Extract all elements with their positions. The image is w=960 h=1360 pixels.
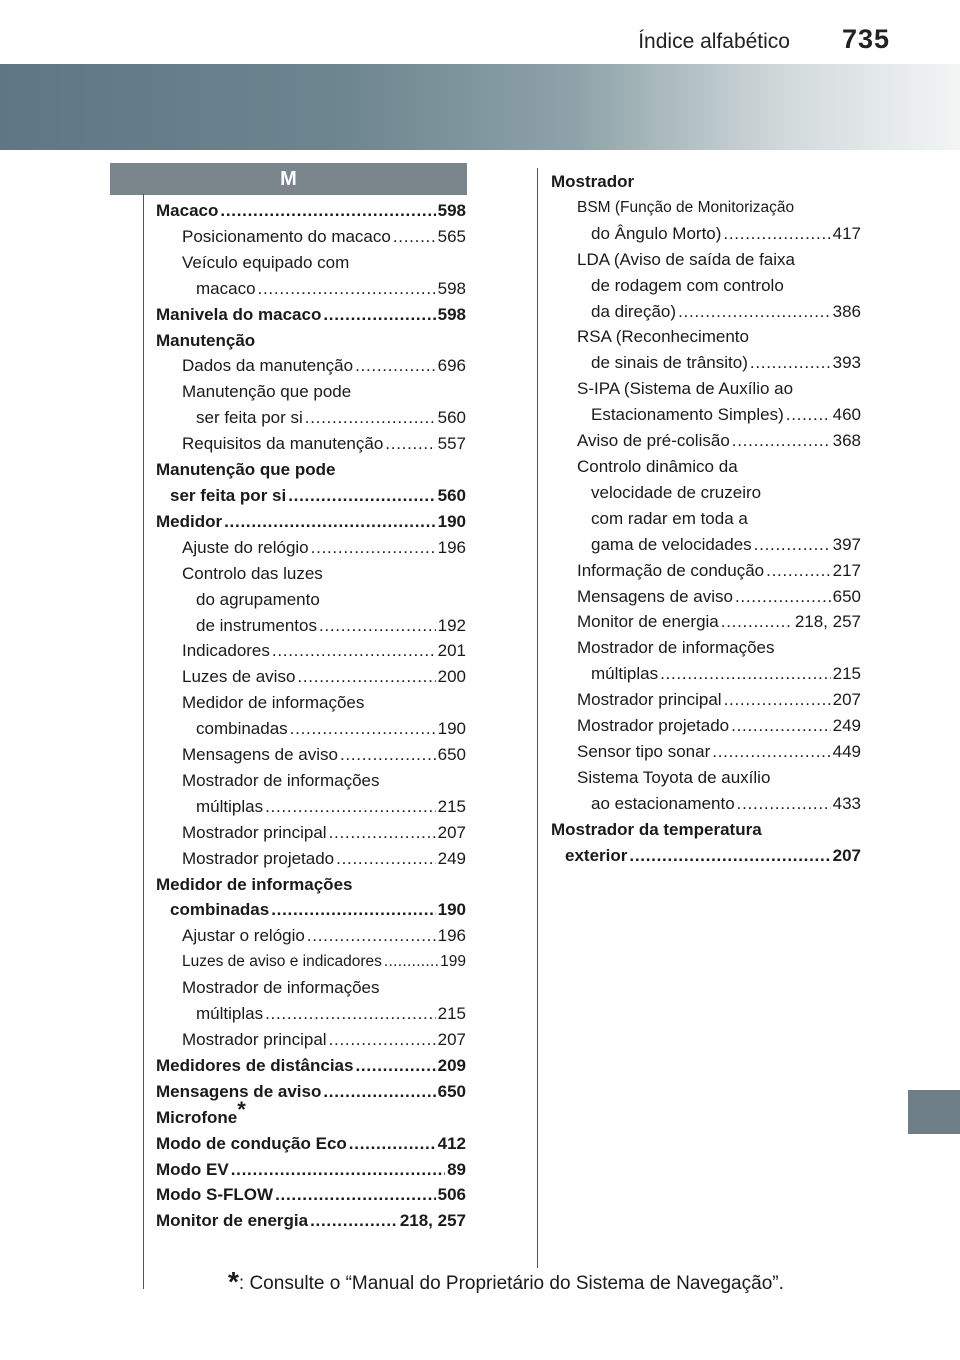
index-entry [156,820,466,846]
index-entry [156,768,466,794]
dot-leader [271,897,435,923]
index-entry [156,897,466,923]
dot-leader [766,558,831,584]
index-entry-page: 200 [437,667,466,687]
dot-leader [660,661,831,687]
index-entry-page: 215 [832,664,861,684]
index-entry-term: Mostrador de informações [577,638,775,658]
index-entry [156,794,466,820]
left-margin-rule [143,194,144,1289]
dot-leader [724,687,831,713]
index-entry-term: Estacionamento Simples) [591,405,784,425]
index-entry-term: Indicadores [182,641,270,661]
index-entry [156,198,466,224]
index-entry [551,765,861,791]
index-entry-term: Informação de condução [577,560,765,580]
index-entry [156,483,466,509]
index-entry [551,584,861,610]
dot-leader [340,742,436,768]
dot-leader [310,1208,398,1234]
index-entry [156,1157,466,1183]
index-entry [551,273,861,299]
index-entry [551,454,861,480]
index-entry-term: Mostrador principal [182,822,327,842]
index-entry-term: Medidor [156,511,223,531]
index-entry [551,558,861,584]
index-entry-term: do Ângulo Morto) [591,223,722,243]
index-entry-term: BSM (Função de Monitorização [577,198,795,216]
index-entry [551,350,861,376]
index-entry-term: Manutenção que pode [156,460,336,480]
index-entry [156,561,466,587]
index-entry-term: Ajuste do relógio [182,537,309,557]
index-entry-term: Mostrador projetado [577,716,730,736]
index-entry-page: 433 [832,793,861,813]
index-entry-page: 393 [832,353,861,373]
index-entry [156,1027,466,1053]
index-entry [551,532,861,558]
dot-leader [732,428,831,454]
index-entry-term: Dados da manutenção [182,356,354,376]
index-entry-term: macaco [196,278,256,298]
dot-leader [754,532,831,558]
index-entry-page: 249 [437,848,466,868]
index-entry-term: Mostrador principal [577,690,722,710]
index-entry-page: 215 [437,1004,466,1024]
index-entry [551,713,861,739]
index-entry-term: Mensagens de aviso [577,586,733,606]
dot-leader [297,664,435,690]
index-entry-term: Mostrador de informações [182,978,380,998]
index-entry [551,687,861,713]
index-entry-page: 417 [832,223,861,243]
index-entry-term: RSA (Reconhecimento [577,327,749,347]
index-entry [551,195,861,221]
dot-leader [735,584,831,610]
dot-leader [385,431,435,457]
index-entry [156,276,466,302]
index-entry-page: 192 [437,615,466,635]
index-entry-term: ser feita por si [170,485,287,505]
index-entry-term: Controlo das luzes [182,563,323,583]
index-entry [156,405,466,431]
index-entry-page: 249 [832,716,861,736]
index-entry-term: Mensagens de aviso [182,745,338,765]
dot-leader [231,1157,445,1183]
index-entry [551,506,861,532]
index-entry-page: 190 [437,719,466,739]
index-entry-term: S-IPA (Sistema de Auxílio ao [577,379,794,399]
index-entry [156,690,466,716]
index-entry [551,169,861,195]
index-entry [551,221,861,247]
dot-leader [275,1182,436,1208]
dot-leader [272,638,436,664]
dot-leader [220,198,435,224]
index-entry-term: exterior [565,845,628,865]
dot-leader [224,509,436,535]
dot-leader [265,1001,436,1027]
index-entry-page: 650 [437,1081,466,1101]
index-entry [156,302,466,328]
index-entry-page: 201 [437,641,466,661]
section-letter-bar: M [110,163,467,195]
dot-leader [288,483,435,509]
index-entry [156,716,466,742]
index-entry [156,1001,466,1027]
index-entry [156,353,466,379]
index-entry-term: de instrumentos [196,615,317,635]
index-entry-term: de rodagem com controlo [591,275,784,295]
index-entry-term: Mostrador [551,172,635,191]
dot-leader [678,299,831,325]
index-entry-page: 207 [437,822,466,842]
index-entry-term: Mensagens de aviso [156,1081,322,1101]
index-entry-term: gama de velocidades [591,534,752,554]
page-number: 735 [841,24,890,54]
dot-leader [723,221,830,247]
dot-leader [307,923,436,949]
index-entry-page: 207 [437,1030,466,1049]
index-entry-term: de sinais de trânsito) [591,353,748,373]
index-entry-term: Requisitos da manutenção [182,434,384,454]
index-entry [551,817,861,843]
index-entry-term: Luzes de aviso e indicadores [182,953,382,971]
column-divider [537,168,538,1268]
index-entry-term: Veículo equipado com [182,252,350,272]
index-entry-page: 557 [437,434,466,454]
index-entry-term: Macaco [156,201,219,220]
dot-leader [349,1131,436,1157]
index-entry-term: múltiplas [196,1004,264,1024]
index-entry-term: Manutenção que pode [182,382,352,402]
index-entry-page: 598 [437,278,466,298]
index-entry-term: Manutenção [156,330,256,350]
index-entry-page: 598 [437,304,466,324]
index-entry-term: da direção) [591,301,677,321]
index-entry [156,1053,466,1079]
index-entry-term: Sistema Toyota de auxílio [577,767,771,787]
index-entry-page: 207 [832,690,861,710]
index-entry [551,324,861,350]
index-entry-term: Modo S-FLOW [156,1185,274,1205]
index-entry-term: Microfone [156,1107,238,1127]
index-entry [156,431,466,457]
index-entry-term: Monitor de energia [156,1211,309,1231]
index-entry [156,923,466,949]
index-entry-term: Aviso de pré-colisão [577,431,730,451]
index-entry-term: Sensor tipo sonar [577,741,711,761]
index-entry-term: Luzes de aviso [182,667,296,687]
index-entry [551,376,861,402]
index-entry [551,480,861,506]
index-column-left [156,198,466,1234]
index-entry-term: Medidores de distâncias [156,1055,354,1075]
index-entry [156,457,466,483]
index-entry-term: Monitor de energia [577,612,719,632]
index-entry-term: combinadas [196,719,288,739]
thumb-index-tab [908,1090,960,1134]
index-entry [156,587,466,613]
footnote-marker: * [228,1266,239,1297]
dot-leader [329,820,436,846]
footnote-text: : Consulte o “Manual do Proprietário do Sistema de Navegação”. [238,1273,784,1294]
index-entry [551,635,861,661]
index-entry-term: múltiplas [591,664,659,684]
index-entry-page: 506 [437,1185,466,1205]
index-entry-term: combinadas [170,900,270,920]
index-entry-page: 190 [437,900,466,920]
dot-leader [319,613,436,639]
index-entry-page: 650 [832,586,861,606]
dot-leader [721,609,793,635]
index-entry [156,224,466,250]
index-entry-page: 696 [437,356,466,376]
index-entry [156,1079,466,1105]
index-entry [156,846,466,872]
index-entry-term: velocidade de cruzeiro [591,482,762,502]
index-entry [551,609,861,635]
index-entry-page: 368 [832,431,861,451]
page-header [0,0,960,64]
dot-leader [629,843,830,869]
index-entry-term: Mostrador da temperatura [551,819,762,839]
dot-leader [750,350,831,376]
index-entry [156,742,466,768]
index-entry-term: Modo de condução Eco [156,1133,347,1153]
index-entry [551,299,861,325]
dot-leader [290,716,436,742]
index-entry-term: com radar em toda a [591,508,748,528]
index-entry [156,638,466,664]
index-entry-page: 218, 257 [794,612,861,632]
index-entry-page: 217 [832,560,861,580]
index-column-right [551,169,861,868]
index-entry-term: Manivela do macaco [156,304,322,324]
index-entry [551,739,861,765]
index-entry-page: 460 [832,405,861,425]
index-entry-term: Controlo dinâmico da [577,456,738,476]
index-entry-term: Modo EV [156,1159,229,1179]
index-entry-term: ao estacionamento [591,793,735,813]
index-entry-term: Posicionamento do macaco [182,226,391,246]
footnote-reference-marker: * [237,1096,246,1122]
index-entry [551,661,861,687]
dot-leader [323,1079,435,1105]
index-entry-term: Mostrador de informações [182,770,380,790]
index-entry [156,613,466,639]
index-entry-page: 190 [437,511,466,531]
index-entry-page: 207 [832,845,861,865]
index-entry-term: múltiplas [196,796,264,816]
index-entry-term: Medidor de informações [182,693,365,713]
dot-leader [712,739,830,765]
index-entry [156,664,466,690]
index-entry [156,328,466,354]
dot-leader [305,405,436,431]
index-entry-page: 199 [440,953,466,971]
index-entry [156,1208,466,1234]
index-entry-page: 196 [437,537,466,557]
dot-leader [737,791,831,817]
index-entry-page: 196 [437,926,466,946]
index-entry-page: 397 [832,534,861,554]
index-entry-page: 560 [437,485,466,505]
index-entry-page: 386 [832,301,861,321]
dot-leader [311,535,436,561]
index-entry-page: 565 [437,226,466,246]
index-entry-term: do agrupamento [196,589,320,609]
index-entry [156,250,466,276]
index-entry [156,1131,466,1157]
dot-leader [393,224,436,250]
dot-leader [355,353,436,379]
dot-leader [265,794,436,820]
index-entry [156,1096,466,1131]
index-entry-page: 650 [437,745,466,765]
index-entry [156,509,466,535]
index-entry [156,535,466,561]
index-entry-term: Mostrador projetado [182,848,335,868]
dot-leader [258,276,436,302]
index-entry [551,791,861,817]
index-entry [551,428,861,454]
index-entry-page: 598 [437,201,466,220]
dot-leader [329,1027,436,1053]
index-entry [156,1182,466,1208]
dot-leader [336,846,435,872]
dot-leader [355,1053,435,1079]
index-entry [156,975,466,1001]
index-entry-term: Medidor de informações [156,874,353,894]
index-entry-page: 215 [437,796,466,816]
index-entry [551,402,861,428]
footnote [228,1266,784,1298]
index-entry [551,247,861,273]
header-banner [0,64,960,150]
index-entry-page: 209 [437,1055,466,1075]
dot-leader [731,713,830,739]
index-entry-term: Ajustar o relógio [182,926,305,946]
index-entry-page: 89 [447,1159,466,1179]
header-title: Índice alfabético [638,30,790,53]
index-entry-term: Mostrador principal [182,1030,327,1049]
index-entry [551,843,861,869]
dot-leader [323,302,435,328]
index-entry [156,872,466,898]
index-entry-term: LDA (Aviso de saída de faixa [577,249,795,269]
index-entry-page: 412 [437,1133,466,1153]
index-entry-page: 449 [832,741,861,761]
index-entry-page: 560 [437,408,466,428]
index-entry-term: ser feita por si [196,408,303,428]
dot-leader [384,949,438,975]
index-entry [156,379,466,405]
index-entry-page: 218, 257 [399,1211,466,1231]
index-entry [156,949,466,975]
dot-leader [786,402,831,428]
